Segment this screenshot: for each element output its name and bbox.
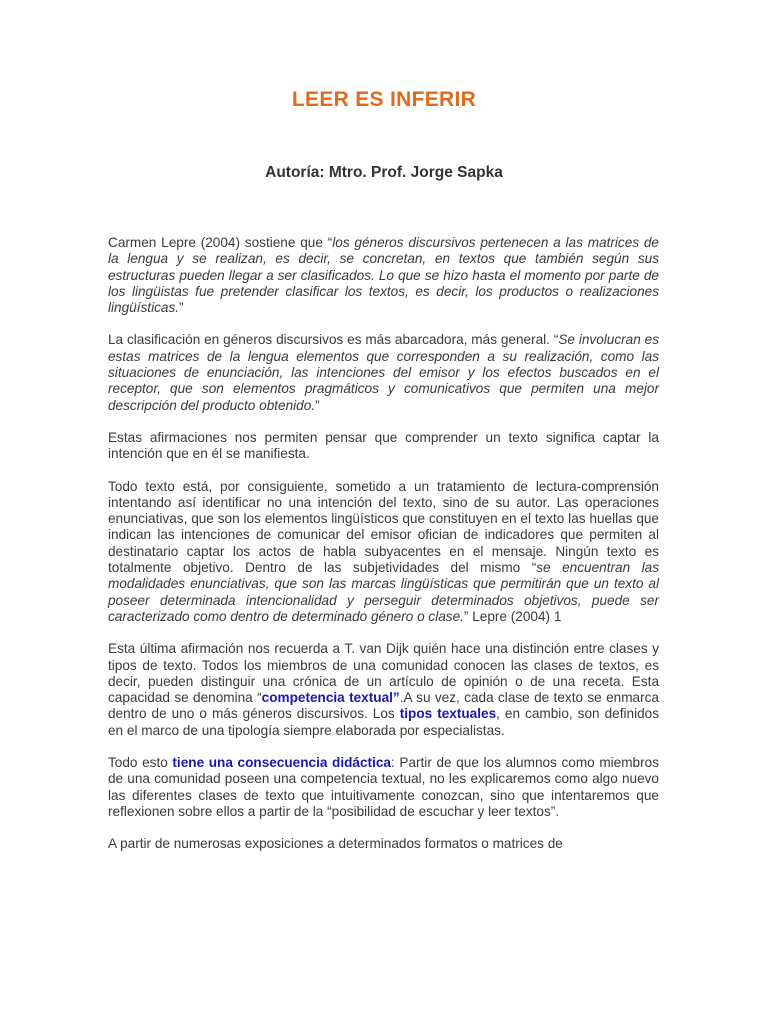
paragraph-text: , en cambio, son definidos en el marco de una tipología siempre elaborada por especialistas. <box>108 706 660 738</box>
paragraph <box>108 332 659 413</box>
quote-text: los géneros discursivos pertenecen a las matrices de la lengua y se realizan, es decir, se concretan, en textos que también según sus estructuras pueden llegar a ser clasificados. Lo que se hizo hasta el momento por parte de los lingüistas fue pretender clasificar los textos, es decir, los productos o realizaciones lingüísticas. <box>108 235 659 316</box>
highlighted-term: tiene una consecuencia didáctica <box>172 755 391 771</box>
paragraph-text: ” <box>179 300 184 316</box>
paragraph-text: Carmen Lepre (2004) sostiene que “ <box>108 235 333 250</box>
paragraph-text: : Partir de que los alumnos como miembros de una comunidad poseen una competencia textual, no les explicaremos como algo nuevo las diferentes clases de texto que intuitivamente conozcan, sino que intentaremos que reflexionen sobre ellos a partir de la “posibilidad de escuchar y leer textos”. <box>108 755 659 819</box>
paragraph-text: .A su vez, cada clase de texto se enmarca dentro de uno o más géneros discursivos. Los <box>108 690 659 722</box>
page-title: LEER ES INFERIR <box>291 88 477 111</box>
quote-text: Se involucran es estas matrices de la lengua elementos que corresponden a su realización, como las situaciones de enunciación, las intenciones del emisor y los efectos buscados en el receptor, que son elementos pragmáticos y comunicativos que permiten una mejor descripción del producto obtenido. <box>108 332 659 413</box>
paragraph-text: La clasificación en géneros discursivos es más abarcadora, más general. “ <box>108 332 559 348</box>
paragraph-text: Todo esto <box>108 755 173 771</box>
paragraph-text: ” <box>315 397 320 413</box>
quote-text: se encuentran las modalidades enunciativas, que son las marcas lingüísticas que permitirán que un texto al poseer determinada intencionalidad y perseguir determinados objetivos, puede ser caracterizado como dentro de determinado género o clase. <box>108 560 660 624</box>
paragraph: A partir de numerosas exposiciones a determinados formatos o matrices de <box>108 836 563 852</box>
paragraph <box>108 641 659 739</box>
document-body <box>108 235 659 869</box>
paragraph-text: ” Lepre (2004) 1 <box>463 608 562 624</box>
paragraph <box>108 479 659 626</box>
highlighted-term: competencia textual” <box>261 690 400 706</box>
paragraph <box>108 235 659 316</box>
paragraph: Estas afirmaciones nos permiten pensar que comprender un texto significa captar la intención que en él se manifiesta. <box>108 429 659 462</box>
paragraph-text: Esta última afirmación nos recuerda a T. van Dijk quién hace una distinción entre clases y tipos de texto. Todos los miembros de una comunidad conocen las clases de textos, es decir, pueden distinguir una crónica de un artículo de opinión o de una receta. Esta capacidad se denomina “ <box>108 641 659 706</box>
paragraph <box>108 755 659 820</box>
paragraph-text: Todo texto está, por consiguiente, sometido a un tratamiento de lectura-comprensión intentando así identificar no una intención del texto, sino de su autor. Las operaciones enunciativas, que son los elementos lingüísticos que constituyen en el texto las huellas que indican las intenciones de comunicar del emisor ofician de indicadores que permiten al destinatario captar los actos de habla subyacentes en el mensaje. Ningún texto es totalmente objetivo. Dentro de las subjetividades del mismo “ <box>108 478 659 576</box>
highlighted-term: tipos textuales <box>399 706 497 722</box>
author-line: Autoría: Mtro. Prof. Jorge Sapka <box>265 164 503 181</box>
